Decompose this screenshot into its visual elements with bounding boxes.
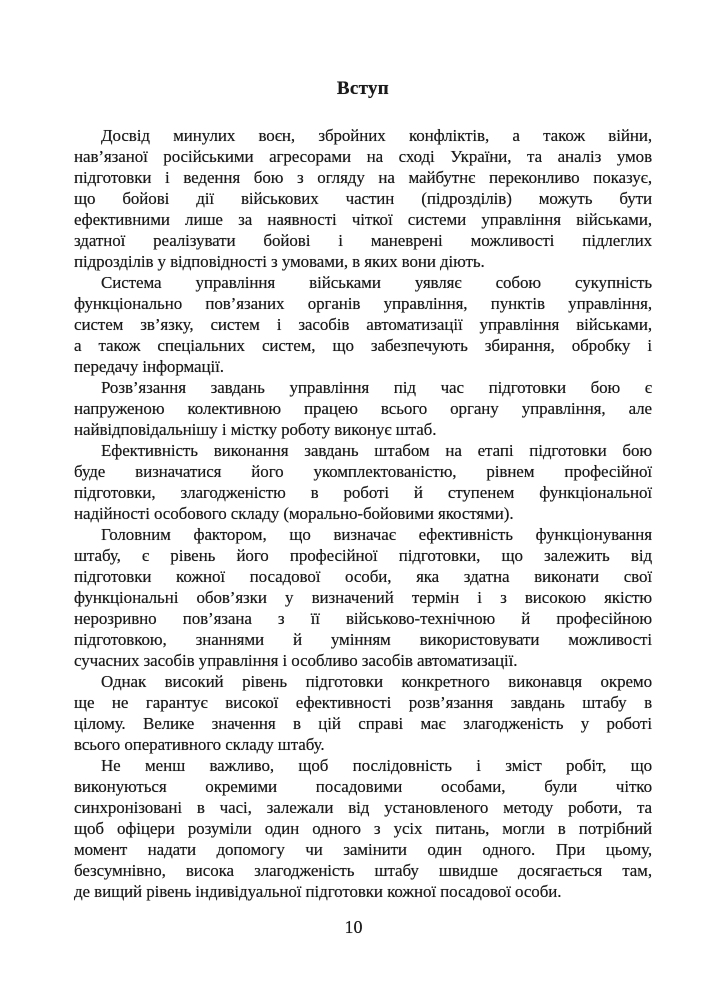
text-line: Однак високий рівень підготовки конкретного виконавця окремо [101, 672, 652, 691]
section-title: Вступ [336, 78, 390, 99]
paragraph [74, 524, 652, 671]
paragraph [74, 440, 652, 524]
text-line: Досвід минулих воєн, збройних конфліктів, а також війни, [101, 126, 652, 145]
text-line: буде визначатися його укомплектованістю, рівнем професійної [74, 462, 652, 481]
text-line: сучасних засобів управління і особливо засобів автоматизації. [74, 651, 518, 670]
text-line: надійності особового складу (морально-бойовими якостями). [74, 504, 514, 523]
text-line: Не менш важливо, щоб послідовність і зміст робіт, що [101, 756, 652, 775]
text-line: передачу інформації. [74, 357, 224, 376]
text-line: підготовки, злагодженістю в роботі й ступенем функціональної [74, 483, 652, 502]
text-line: ще не гарантує високої ефективності розв’язання завдань штабу в [74, 693, 652, 712]
text-line: а також спеціальних систем, що забезпечують збирання, обробку і [74, 336, 652, 355]
text-line: що бойові дії військових частин (підрозділів) можуть бути [74, 189, 652, 208]
text-line: де вищий рівень індивідуальної підготовки кожної посадової особи. [74, 882, 562, 901]
text-line: функціонально пов’язаних органів управління, пунктів управління, [74, 294, 652, 313]
text-line: підготовки і ведення бою з огляду на майбутнє переконливо показує, [74, 168, 652, 187]
text-line: ефективними лише за наявності чіткої системи управління військами, [74, 210, 652, 229]
text-line: момент надати допомогу чи замінити один одного. При цьому, [74, 840, 652, 859]
text-line: функціональні обов’язки у визначений термін і з високою якістю [74, 588, 652, 607]
text-line: всього оперативного складу штабу. [74, 735, 325, 754]
text-line: Розв’язання завдань управління під час підготовки бою є [101, 378, 652, 397]
text-line: безсумнівно, висока злагодженість штабу швидше досягається там, [74, 861, 652, 880]
body-text [74, 125, 652, 902]
paragraph [74, 755, 652, 902]
page-number: 10 [344, 917, 363, 937]
text-line: найвідповідальнішу і містку роботу виконує штаб. [74, 420, 437, 439]
text-line: виконуються окремими посадовими особами, були чітко [74, 777, 652, 796]
text-line: підрозділів у відповідності з умовами, в яких вони діють. [74, 252, 485, 271]
paragraph [74, 272, 652, 377]
text-line: здатної реалізувати бойові і маневрені можливості підлеглих [74, 231, 652, 250]
paragraph [74, 377, 652, 440]
text-line: Система управління військами уявляє собою сукупність [101, 273, 652, 292]
text-line: штабу, є рівень його професійної підготовки, що залежить від [74, 546, 652, 565]
text-line: підготовки кожної посадової особи, яка здатна виконати свої [74, 567, 652, 586]
text-line: цілому. Велике значення в цій справі має злагодженість у роботі [74, 714, 652, 733]
text-line: нерозривно пов’язана з її військово-технічною й професійною [74, 609, 652, 628]
paragraph [74, 671, 652, 755]
text-line: систем зв’язку, систем і засобів автоматизації управління військами, [74, 315, 652, 334]
paragraph [74, 125, 652, 272]
text-line: Головним фактором, що визначає ефективність функціонування [101, 525, 652, 544]
text-line: напруженою колективною працею всього органу управління, але [74, 399, 652, 418]
text-line: синхронізовані в часі, залежали від установленого методу роботи, та [74, 798, 652, 817]
text-line: Ефективність виконання завдань штабом на етапі підготовки бою [101, 441, 652, 460]
text-line: щоб офіцери розуміли один одного з усіх питань, могли в потрібний [74, 819, 652, 838]
text-line: нав’язаної російськими агресорами на сході України, та аналіз умов [74, 147, 652, 166]
text-line: підготовкою, знаннями й умінням використовувати можливості [74, 630, 652, 649]
